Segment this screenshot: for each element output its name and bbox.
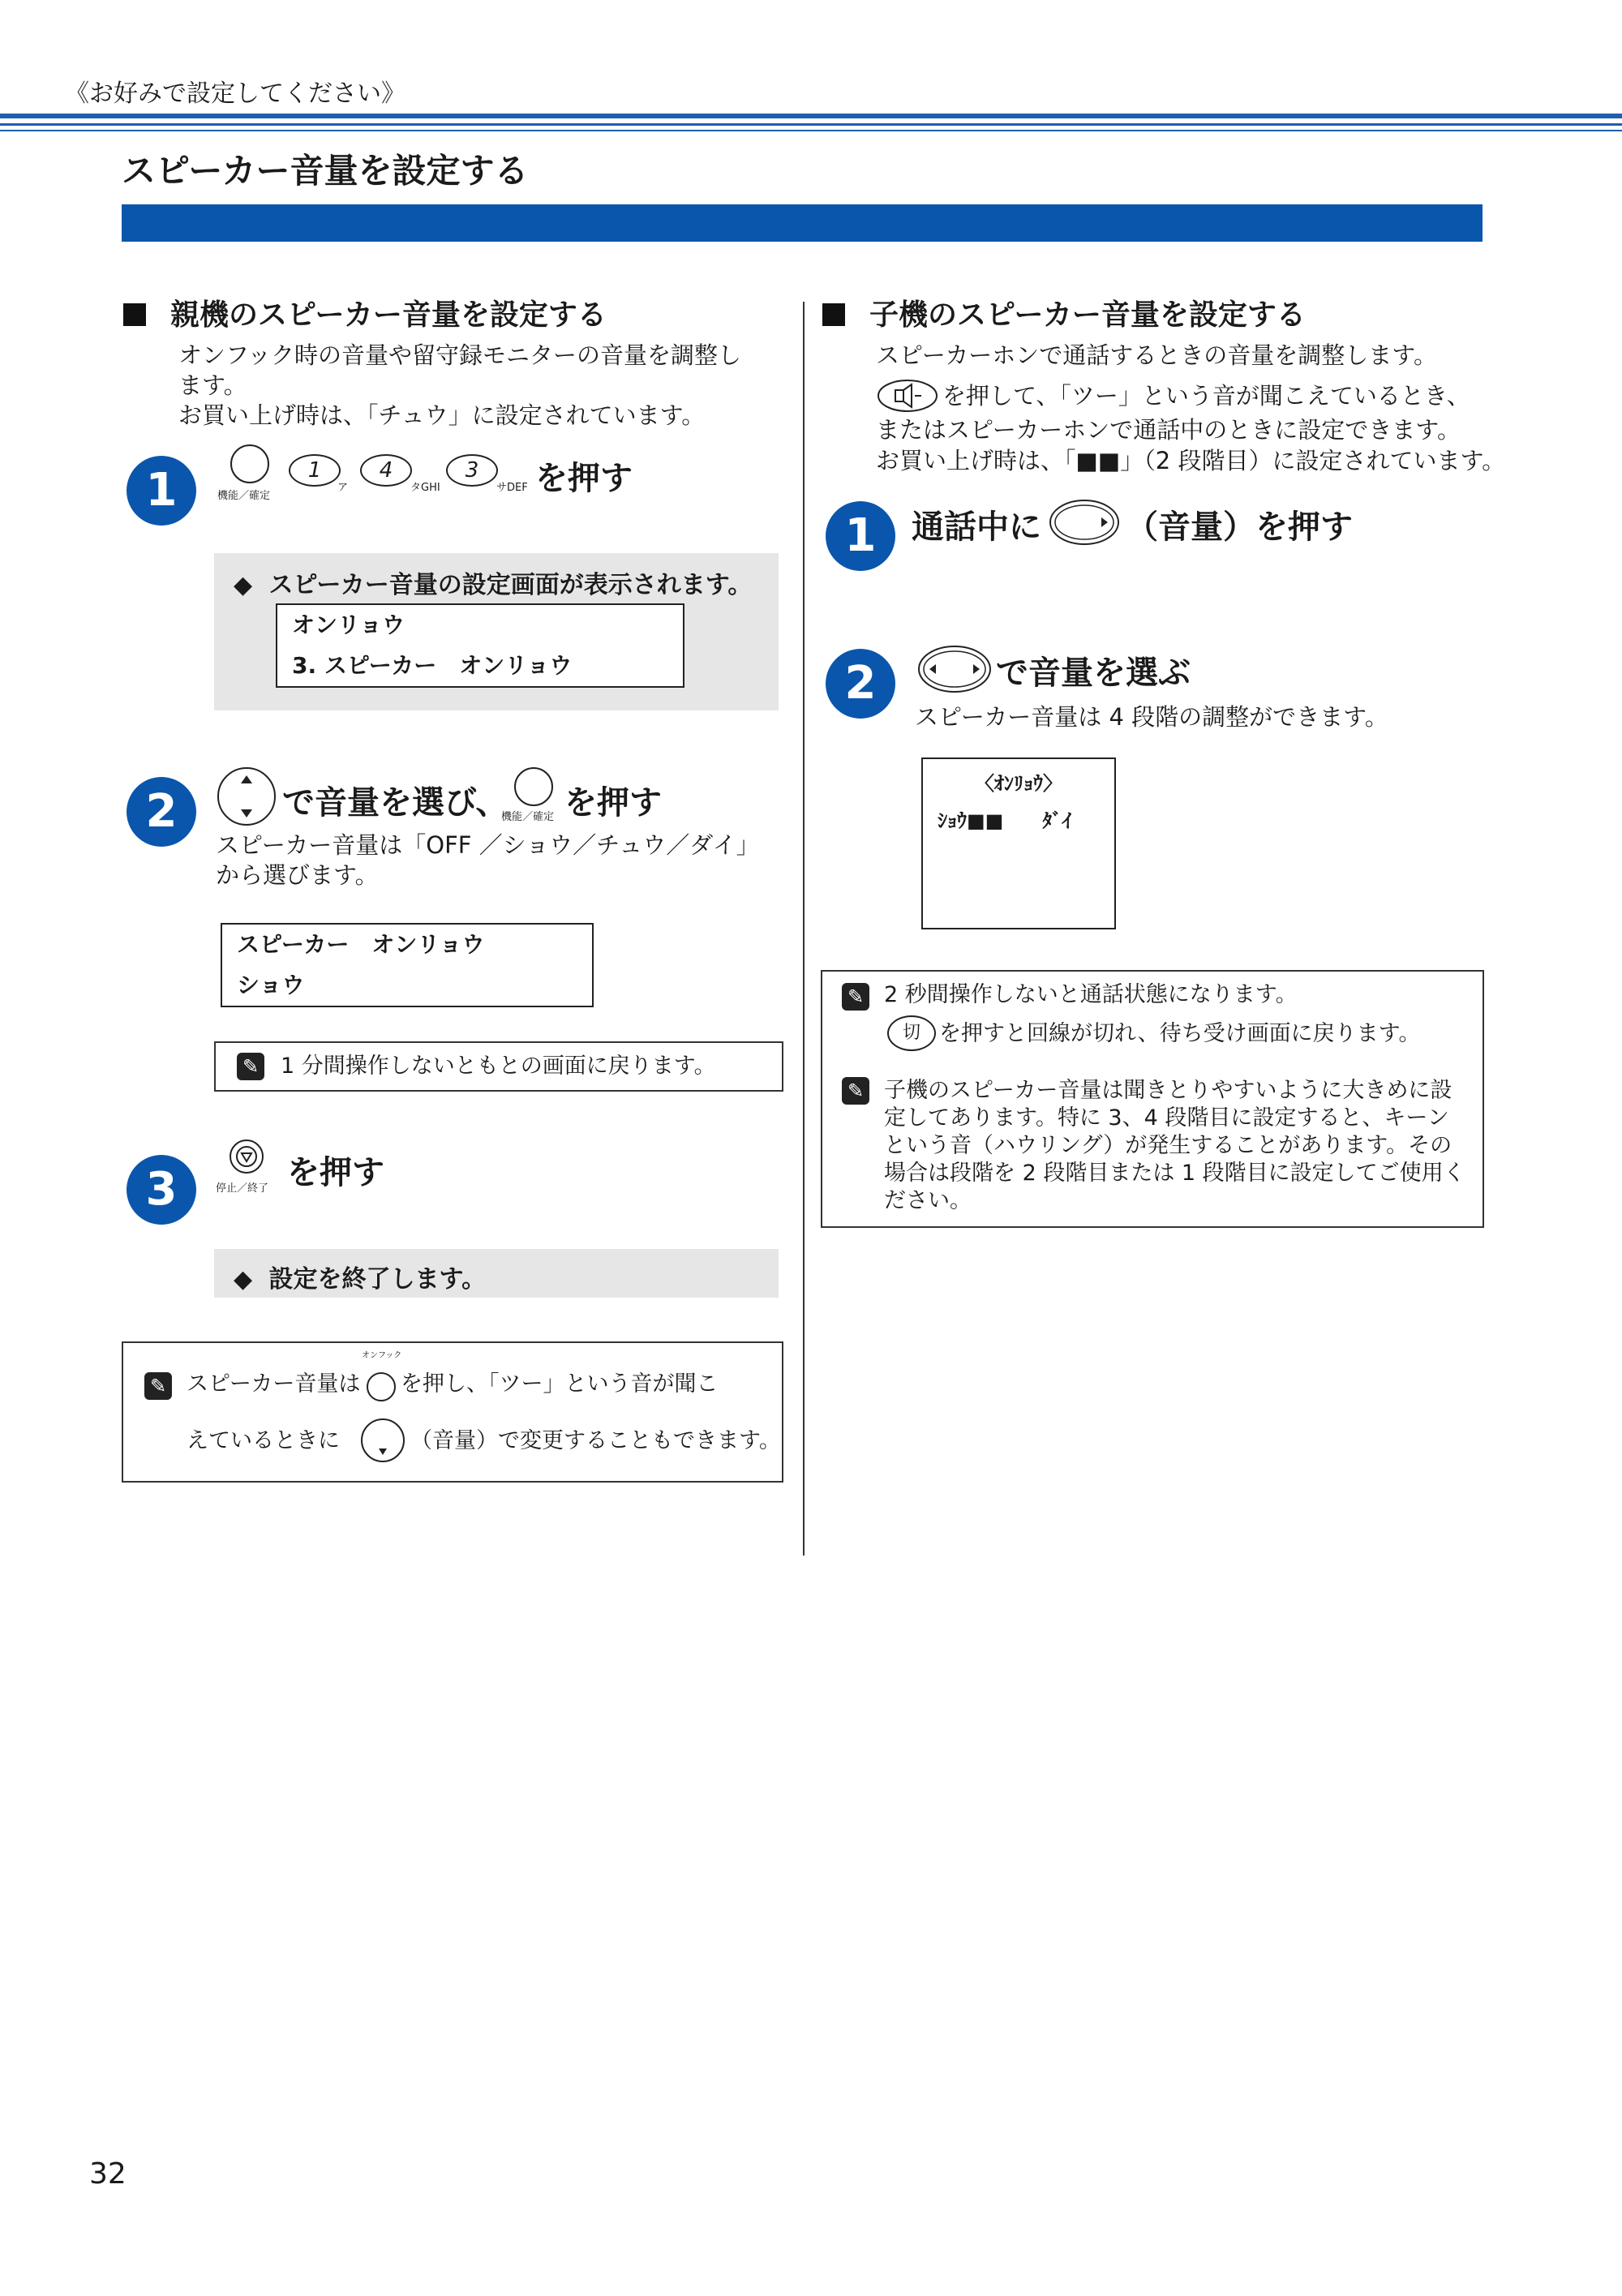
right-section-title: 子機のスピーカー音量を設定する [822, 292, 1306, 333]
handset-lcd-display: 〈ｵﾝﾘｮｳ〉 ｼｮｳ■■ ﾀﾞｲ [921, 757, 1116, 929]
right-intro-4: お買い上げ時は、「■■」（2 段階目）に設定されています。 [876, 447, 1506, 474]
note-icon: ✎ [144, 1372, 172, 1400]
lcd-display: オンリョウ 3. スピーカー オンリョウ [276, 603, 684, 688]
step2-desc: スピーカー音量は「OFF ／ショウ／チュウ／ダイ」 から選びます。 [216, 831, 760, 889]
result-text: ◆ スピーカー音量の設定画面が表示されます。 [234, 571, 753, 599]
title-bar [122, 204, 1483, 242]
confirm-key-icon [514, 767, 553, 806]
updown-key-icon [216, 766, 277, 827]
volume-key-icon [1048, 498, 1121, 547]
volume-key-icon [360, 1418, 406, 1463]
step-number: 1 [826, 501, 895, 571]
step1-right-text-b: （音量）を押す [1126, 509, 1353, 546]
step-number: 2 [127, 777, 196, 847]
right-intro-2: を押して、「ツー」という音が聞こえているとき、 [942, 382, 1470, 410]
header-rule [0, 130, 1622, 131]
note-icon: ✎ [237, 1053, 264, 1080]
square-bullet-icon [123, 303, 146, 326]
step3-result-box [214, 1249, 779, 1298]
page-number: 32 [89, 2157, 127, 2191]
speaker-key-icon [876, 378, 939, 414]
header-rule [0, 123, 1622, 126]
lcd-display: スピーカー オンリョウ ショウ [221, 923, 594, 1007]
page-title: スピーカー音量を設定する [122, 151, 529, 191]
right-intro-1: スピーカーホンで通話するときの音量を調整します。 [876, 341, 1437, 369]
step-number: 2 [826, 649, 895, 719]
right-intro-3: またはスピーカーホンで通話中のときに設定できます。 [876, 416, 1461, 444]
off-key-icon: 切 [887, 1015, 936, 1051]
onhook-key-icon [367, 1372, 396, 1401]
left-section-title: 親機のスピーカー音量を設定する [123, 292, 607, 333]
confirm-key-icon [230, 444, 269, 483]
key-4-icon: 4 [360, 454, 412, 487]
right-note-2: 子機のスピーカー音量は聞きとりやすいように大きめに設 定してあります。特に 3、4 段階目に設定すると、キーン という音（ハウリング）が発生することがあります。その 場合は段階を 2 段階目または 1 段階目に設定してご使用く ださい。 [884, 1078, 1465, 1213]
chapter-label: 《お好みで設定してください》 [65, 79, 406, 108]
result-text: ◆ 設定を終了します。 [234, 1265, 487, 1294]
key-1-icon: 1 [289, 454, 341, 487]
stop-key-icon [229, 1139, 264, 1174]
step1-keys: 機能／確定 1 ア 4 タGHI 3 サDEF を押す [217, 444, 639, 509]
square-bullet-icon [822, 303, 845, 326]
note-icon: ✎ [842, 983, 869, 1011]
step3-heading: 停止／終了 を押す [216, 1139, 540, 1204]
step2-heading: で音量を選び、 機能／確定 を押す [216, 766, 783, 830]
column-divider [803, 302, 805, 1556]
note-box: ✎ 1 分間操作しないともとの画面に戻ります。 [214, 1041, 783, 1092]
step-number: 1 [127, 456, 196, 526]
bottom-note-box: ✎ スピーカー音量は オンフック を押し、「ツー」という音が聞こ えているときに （音量）で変更することもできます。 [122, 1341, 783, 1483]
key-3-icon: 3 [446, 454, 498, 487]
step1-result-box [214, 553, 779, 710]
step2-right-desc: スピーカー音量は 4 段階の調整ができます。 [915, 703, 1388, 731]
step2-right-text: で音量を選ぶ [996, 654, 1191, 692]
header-rule [0, 114, 1622, 118]
note-icon: ✎ [842, 1077, 869, 1105]
step-number: 3 [127, 1155, 196, 1225]
step1-right-text-a: 通話中に [912, 509, 1041, 546]
left-intro: オンフック時の音量や留守録モニターの音量を調整し ます。 お買い上げ時は、「チュウ」に設定されています。 [178, 341, 741, 429]
right-note-box: ✎ 2 秒間操作しないと通話状態になります。 切 を押すと回線が切れ、待ち受け画面に戻ります。 ✎ 子機のスピーカー音量は聞きとりやすいように大きめに設 定してあります。特に 3、4 段階目に設定すると、キーン という音（ハウリング）が発生することがあります。その 場合は段階を 2 段階目または 1 段階目に設定してご使用く ださい。 [821, 970, 1484, 1228]
leftright-key-icon [916, 644, 993, 694]
